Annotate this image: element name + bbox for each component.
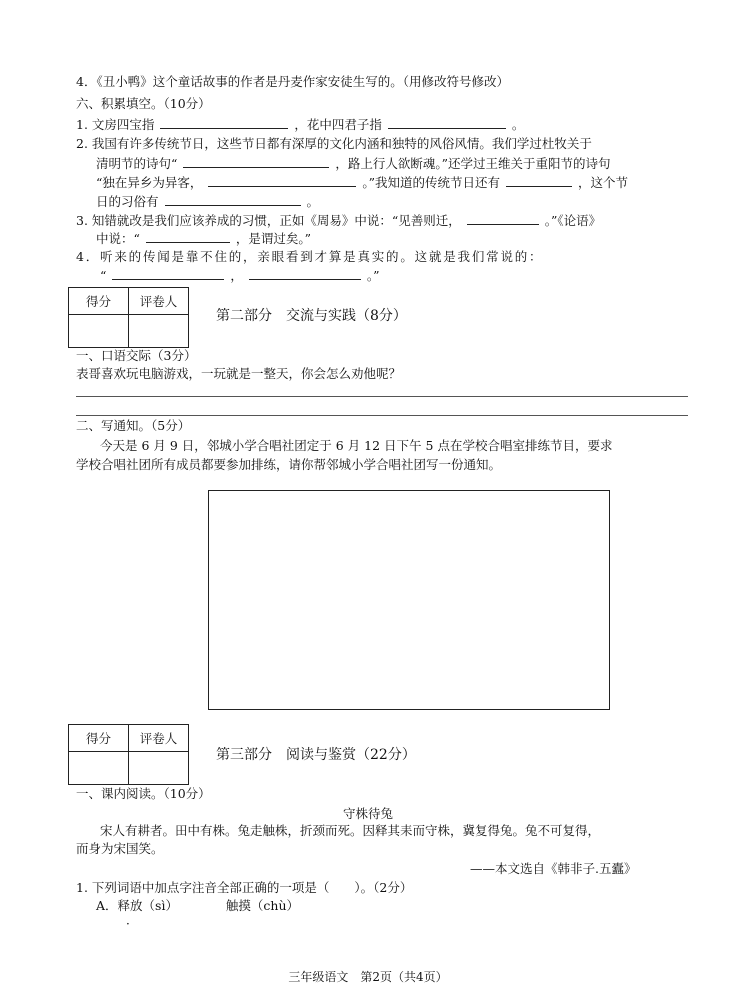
section-6-item-3-line-1	[76, 212, 601, 229]
emphasis-dot: ·	[126, 917, 130, 931]
notice-line-2: 学校合唱社团所有成员都要参加排练，请你帮邻城小学合唱社团写一份通知。	[76, 457, 502, 472]
answer-blank[interactable]	[249, 267, 361, 280]
item-3-text: 3. 知错就改是我们应该养成的习惯，正如《周易》中说：“见善则迁，	[76, 213, 461, 228]
section-6-heading: 六、积累填空。（10分）	[76, 96, 211, 111]
option-a-label: A．释放（sì）	[96, 898, 178, 913]
passage-title: 守株待兔	[342, 806, 393, 821]
answer-blank[interactable]	[388, 116, 506, 129]
grader-cell[interactable]	[129, 752, 189, 785]
item-3-text: ，是谓过矣。”	[235, 231, 312, 246]
answer-blank[interactable]	[467, 212, 539, 225]
item-2-text: ，路上行人欲断魂。”还学过王维关于重阳节的诗句	[335, 156, 611, 171]
answer-blank[interactable]	[506, 174, 572, 187]
oral-heading: 一、口语交际（3分）	[76, 348, 197, 363]
item-1-text-a: 1. 文房四宝指	[76, 117, 155, 132]
grader-header: 评卷人	[129, 288, 189, 315]
answer-blank[interactable]	[146, 230, 230, 243]
item-2-text: 。	[306, 194, 319, 209]
passage-source: ——本文选自《韩非子.五蠹》	[470, 861, 637, 876]
notice-answer-box[interactable]	[208, 490, 610, 710]
passage-line-1: 宋人有耕者。田中有株。兔走触株，折颈而死。因释其耒而守株，冀复得兔。兔不可复得，	[100, 823, 601, 838]
question-1-option-a[interactable]	[96, 898, 299, 914]
score-cell[interactable]	[69, 752, 129, 785]
notice-line-1: 今天是 6 月 9 日，邻城小学合唱社团定于 6 月 12 日下午 5 点在学校合唱室排练节目，要求	[100, 438, 613, 453]
item-1-text-b: ，花中四君子指	[294, 117, 382, 132]
answer-blank[interactable]	[112, 267, 224, 280]
item-4-text: ，	[230, 268, 243, 283]
item-1-text-c: 。	[511, 117, 525, 132]
part-2-title: 第二部分 交流与实践（8分）	[216, 308, 407, 324]
item-2-text: ，这个节	[578, 175, 629, 190]
question-4-line: 4．《丑小鸭》这个童话故事的作者是丹麦作家安徒生写的。（用修改符号修改）	[76, 74, 509, 89]
section-6-item-2-line-4	[96, 193, 319, 210]
part-3-title: 第三部分 阅读与鉴赏（22分）	[216, 747, 416, 763]
score-table	[68, 724, 189, 785]
reading-heading: 一、课内阅读。（10分）	[76, 786, 211, 801]
answer-line[interactable]	[76, 396, 688, 397]
section-6-item-2-line-3	[96, 174, 628, 191]
passage-line-2: 而身为宋国笑。	[76, 841, 164, 856]
answer-blank[interactable]	[183, 155, 329, 168]
grader-cell[interactable]	[129, 315, 189, 348]
score-cell[interactable]	[69, 315, 129, 348]
item-2-text: 清明节的诗句“	[96, 156, 178, 171]
answer-blank[interactable]	[165, 193, 301, 206]
section-6-item-4-line-2	[100, 267, 379, 284]
section-6-item-3-line-2	[96, 230, 311, 247]
oral-prompt: 表哥喜欢玩电脑游戏，一玩就是一整天，你会怎么劝他呢？	[76, 366, 402, 381]
section-6-item-2-line-2	[96, 155, 611, 172]
item-2-text: 。”我知道的传统节日还有	[362, 175, 501, 190]
section-6-item-2-line-1: 2. 我国有许多传统节日，这些节日都有深厚的文化内涵和独特的风俗风情。我们学过杜牧关于	[76, 136, 592, 151]
notice-heading: 二、写通知。（5分）	[76, 418, 191, 433]
item-3-text: 。”《论语》	[544, 213, 602, 228]
option-a-word-2: 触摸（chù）	[225, 898, 300, 913]
section-6-item-4-line-1: 4．听来的传闻是靠不住的，亲眼看到才算是真实的。这就是我们常说的：	[76, 249, 544, 264]
item-2-text: “独在异乡为异客，	[96, 175, 203, 190]
section-6-item-1	[76, 116, 524, 133]
question-1: 1. 下列词语中加点字注音全部正确的一项是（ ）。（2分）	[76, 880, 413, 895]
item-2-text: 日的习俗有	[96, 194, 159, 209]
item-3-text: 中说：“	[96, 231, 140, 246]
answer-blank[interactable]	[160, 116, 288, 129]
score-table	[68, 287, 189, 348]
item-4-text: 。”	[366, 268, 380, 283]
answer-blank[interactable]	[208, 174, 356, 187]
grader-header: 评卷人	[129, 725, 189, 752]
page-footer: 三年级语文 第2页（共4页）	[288, 970, 448, 984]
score-header: 得分	[69, 288, 129, 315]
answer-line[interactable]	[76, 415, 688, 416]
score-header: 得分	[69, 725, 129, 752]
item-4-text: “	[100, 268, 107, 283]
